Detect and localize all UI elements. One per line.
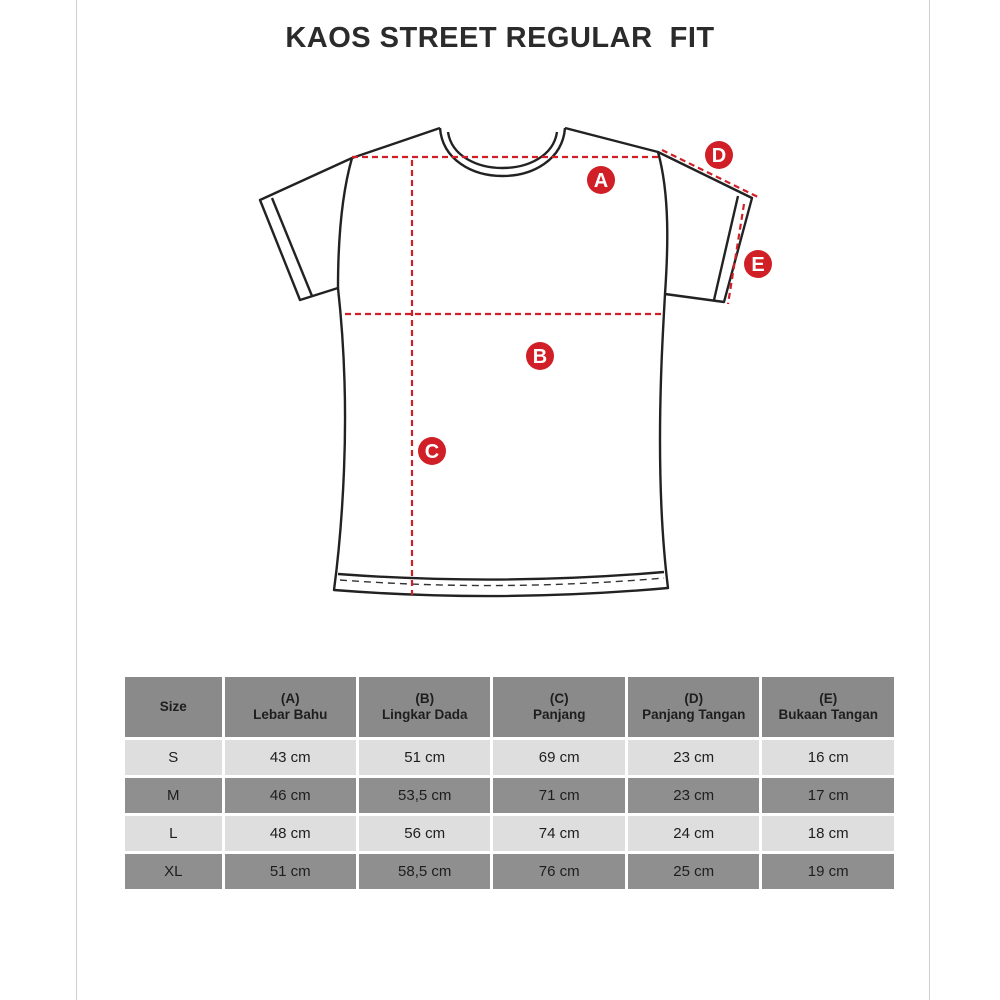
table-cell: L [125,816,222,851]
header-code: (E) [819,691,838,706]
header-lingkar-dada [359,677,490,737]
table-cell: 16 cm [762,740,894,775]
table-cell: 76 cm [493,854,625,889]
svg-text:C: C [424,441,440,463]
table-cell: 58,5 cm [359,854,490,889]
table-row [125,816,894,851]
table-cell: 18 cm [762,816,894,851]
header-code: (A) [280,691,300,706]
header-code: (D) [684,691,704,706]
table-cell: 43 cm [225,740,356,775]
header-code: (B) [415,691,435,706]
marker-d [705,141,733,169]
page-title: KAOS STREET REGULAR FIT [285,22,715,54]
table-header-row [125,677,894,737]
svg-text:A: A [593,170,609,192]
marker-a [587,166,615,194]
svg-text:D: D [711,145,727,167]
marker-b [526,342,554,370]
table-cell: 23 cm [628,778,760,813]
table-cell: 53,5 cm [359,778,490,813]
table-cell: 51 cm [359,740,490,775]
table-cell: XL [125,854,222,889]
svg-text:E: E [751,254,765,276]
header-code: (C) [549,691,569,706]
table-cell: 17 cm [762,778,894,813]
table-cell: 69 cm [493,740,625,775]
header-lebar-bahu [225,677,356,737]
header-label: Lebar Bahu [253,707,328,722]
table-cell: M [125,778,222,813]
header-size [125,677,222,737]
marker-e [744,250,772,278]
table-cell: 25 cm [628,854,760,889]
table-cell: 48 cm [225,816,356,851]
table-cell: 74 cm [493,816,625,851]
table-row [125,778,894,813]
header-label: Size [159,699,187,714]
table-cell: 24 cm [628,816,760,851]
size-chart-table [122,674,897,892]
header-bukaan-tangan [762,677,894,737]
measurement-lines [345,150,760,595]
table-cell: 19 cm [762,854,894,889]
header-panjang [493,677,625,737]
svg-text:B: B [532,346,548,368]
table-cell: 56 cm [359,816,490,851]
table-cell: 71 cm [493,778,625,813]
header-panjang-tangan [628,677,760,737]
table-cell: 51 cm [225,854,356,889]
measure-line-e [728,204,744,304]
table-cell: S [125,740,222,775]
header-label: Bukaan Tangan [778,707,878,722]
header-label: Panjang [532,707,586,722]
header-label: Panjang Tangan [642,707,746,722]
table-cell: 46 cm [225,778,356,813]
header-label: Lingkar Dada [381,707,468,722]
tshirt-outline [260,128,752,596]
table-row [125,854,894,889]
table-cell: 23 cm [628,740,760,775]
marker-c [418,437,446,465]
table-row [125,740,894,775]
